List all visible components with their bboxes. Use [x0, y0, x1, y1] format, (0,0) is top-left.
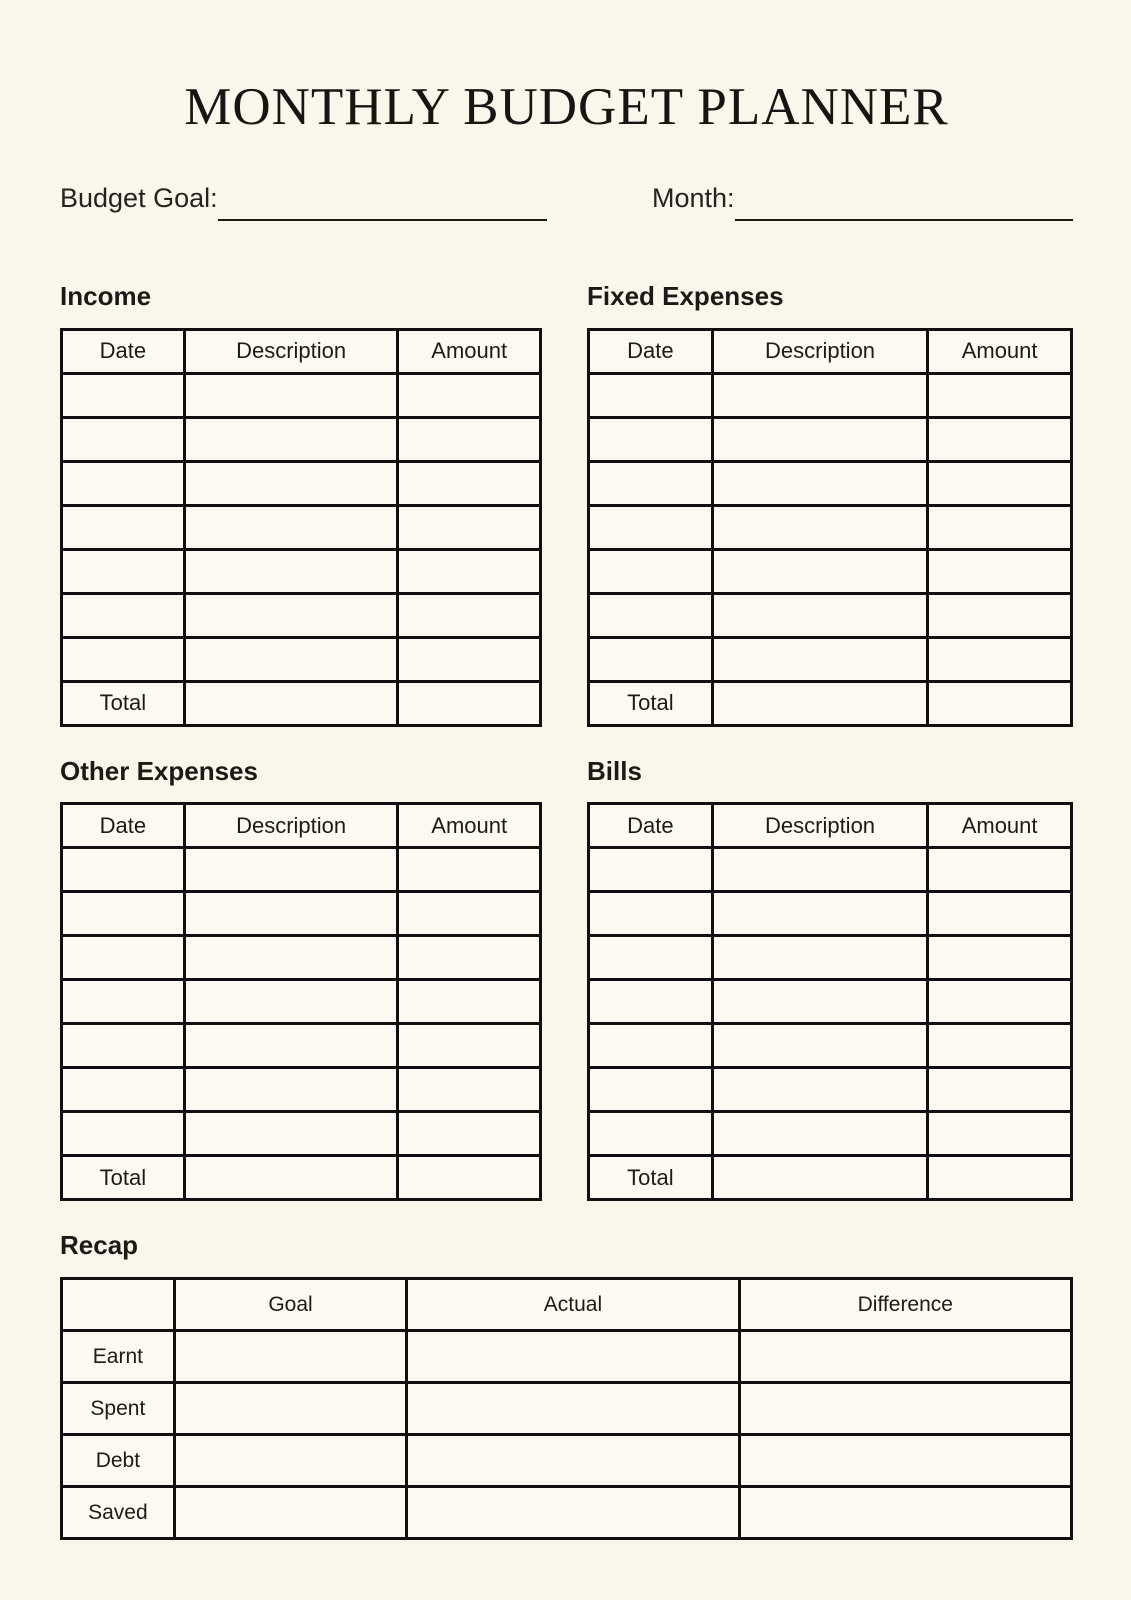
fixed-expenses-title: Fixed Expenses	[587, 281, 784, 312]
date-column-header: Date	[62, 329, 185, 373]
total-amount-cell[interactable]	[928, 1156, 1072, 1200]
ledger-empty-cell[interactable]	[398, 417, 541, 461]
ledger-empty-cell[interactable]	[184, 980, 398, 1024]
total-label: Total	[62, 1156, 185, 1200]
recap-row-debt	[62, 1435, 1072, 1487]
income-section	[60, 282, 542, 727]
date-column-header: Date	[589, 804, 713, 848]
ledger-empty-cell[interactable]	[184, 848, 398, 892]
income-title: Income	[60, 281, 152, 312]
ledger-empty-cell[interactable]	[712, 1068, 927, 1112]
recap-row-saved	[62, 1487, 1072, 1539]
ledger-empty-cell[interactable]	[398, 637, 541, 681]
total-row	[62, 1156, 541, 1200]
ledger-empty-cell[interactable]	[712, 892, 927, 936]
bills-section	[587, 757, 1073, 1202]
ledger-empty-cell[interactable]	[589, 373, 713, 417]
total-description-cell[interactable]	[712, 1156, 927, 1200]
ledger-empty-row	[62, 848, 541, 892]
ledger-empty-cell[interactable]	[398, 936, 541, 980]
ledger-empty-cell[interactable]	[589, 892, 713, 936]
ledger-empty-cell[interactable]	[928, 980, 1072, 1024]
spent-difference-cell[interactable]	[739, 1383, 1071, 1435]
ledger-empty-cell[interactable]	[712, 373, 927, 417]
ledger-empty-cell[interactable]	[928, 892, 1072, 936]
ledger-empty-cell[interactable]	[928, 593, 1072, 637]
ledger-empty-cell[interactable]	[928, 549, 1072, 593]
ledger-empty-row	[589, 549, 1072, 593]
ledger-empty-cell[interactable]	[712, 637, 927, 681]
ledger-empty-row	[62, 505, 541, 549]
recap-title: Recap	[60, 1230, 139, 1261]
ledger-empty-cell[interactable]	[928, 417, 1072, 461]
saved-goal-cell[interactable]	[174, 1487, 407, 1539]
header-fields	[60, 176, 1073, 222]
ledger-empty-row	[589, 1112, 1072, 1156]
ledger-header-row	[62, 804, 541, 848]
ledger-empty-cell[interactable]	[712, 593, 927, 637]
ledger-empty-cell[interactable]	[62, 1024, 185, 1068]
month-blank[interactable]	[735, 219, 1073, 221]
ledger-empty-row	[589, 373, 1072, 417]
ledger-empty-cell[interactable]	[928, 505, 1072, 549]
ledger-empty-row	[62, 417, 541, 461]
ledger-empty-cell[interactable]	[712, 1112, 927, 1156]
ledger-empty-cell[interactable]	[712, 936, 927, 980]
ledger-empty-cell[interactable]	[184, 417, 398, 461]
ledger-empty-cell[interactable]	[589, 417, 713, 461]
ledger-empty-cell[interactable]	[398, 980, 541, 1024]
debt-row-label: Debt	[62, 1435, 175, 1487]
total-row	[589, 1156, 1072, 1200]
ledger-empty-cell[interactable]	[62, 593, 185, 637]
ledger-empty-row	[589, 892, 1072, 936]
ledger-empty-cell[interactable]	[928, 1024, 1072, 1068]
ledger-empty-row	[62, 980, 541, 1024]
total-row	[62, 681, 541, 725]
spent-goal-cell[interactable]	[174, 1383, 407, 1435]
ledger-empty-cell[interactable]	[184, 593, 398, 637]
income-table	[60, 328, 542, 727]
ledger-empty-cell[interactable]	[62, 1112, 185, 1156]
total-description-cell[interactable]	[712, 681, 927, 725]
ledger-header-row	[589, 329, 1072, 373]
fixed-expenses-table	[587, 328, 1073, 727]
description-column-header: Description	[184, 329, 398, 373]
ledger-empty-row	[62, 461, 541, 505]
ledger-empty-cell[interactable]	[589, 848, 713, 892]
ledger-empty-cell[interactable]	[589, 936, 713, 980]
other-expenses-title: Other Expenses	[60, 755, 258, 786]
ledger-empty-cell[interactable]	[62, 980, 185, 1024]
total-label: Total	[589, 1156, 713, 1200]
ledger-empty-cell[interactable]	[712, 461, 927, 505]
ledger-empty-cell[interactable]	[62, 1068, 185, 1112]
ledger-empty-cell[interactable]	[398, 892, 541, 936]
ledger-empty-cell[interactable]	[589, 980, 713, 1024]
budget-goal-label: Budget Goal:	[60, 182, 218, 213]
ledger-empty-cell[interactable]	[398, 593, 541, 637]
ledger-empty-cell[interactable]	[589, 593, 713, 637]
ledger-empty-row	[62, 1068, 541, 1112]
earnt-actual-cell[interactable]	[407, 1331, 739, 1383]
saved-actual-cell[interactable]	[407, 1487, 739, 1539]
ledger-empty-cell[interactable]	[398, 1112, 541, 1156]
earnt-difference-cell[interactable]	[739, 1331, 1071, 1383]
ledger-empty-cell[interactable]	[589, 1024, 713, 1068]
ledger-empty-cell[interactable]	[589, 1112, 713, 1156]
ledger-empty-cell[interactable]	[589, 549, 713, 593]
ledger-empty-cell[interactable]	[712, 1024, 927, 1068]
ledger-empty-cell[interactable]	[184, 549, 398, 593]
ledger-empty-cell[interactable]	[928, 637, 1072, 681]
ledger-empty-cell[interactable]	[398, 373, 541, 417]
ledger-empty-cell[interactable]	[928, 373, 1072, 417]
ledger-empty-row	[62, 936, 541, 980]
ledger-empty-cell[interactable]	[184, 936, 398, 980]
ledger-empty-cell[interactable]	[928, 1068, 1072, 1112]
recap-section	[60, 1231, 1073, 1540]
ledger-empty-cell[interactable]	[184, 637, 398, 681]
ledger-empty-cell[interactable]	[184, 461, 398, 505]
month-label: Month:	[652, 182, 735, 213]
ledger-header-row	[589, 804, 1072, 848]
earnt-row-label: Earnt	[62, 1331, 175, 1383]
ledger-empty-row	[62, 373, 541, 417]
ledger-empty-row	[62, 1024, 541, 1068]
ledger-empty-cell[interactable]	[184, 505, 398, 549]
ledger-empty-cell[interactable]	[62, 461, 185, 505]
page-title: MONTHLY BUDGET PLANNER	[184, 78, 949, 136]
total-label: Total	[62, 681, 185, 725]
ledger-sections-grid	[60, 282, 1073, 1201]
ledger-empty-cell[interactable]	[62, 892, 185, 936]
ledger-empty-row	[589, 417, 1072, 461]
ledger-empty-cell[interactable]	[398, 1068, 541, 1112]
amount-column-header: Amount	[398, 329, 541, 373]
ledger-empty-cell[interactable]	[398, 1024, 541, 1068]
ledger-empty-cell[interactable]	[184, 892, 398, 936]
ledger-empty-cell[interactable]	[928, 936, 1072, 980]
ledger-empty-row	[589, 980, 1072, 1024]
total-label: Total	[589, 681, 713, 725]
ledger-empty-row	[62, 549, 541, 593]
total-description-cell[interactable]	[184, 681, 398, 725]
ledger-empty-cell[interactable]	[184, 373, 398, 417]
ledger-empty-cell[interactable]	[184, 1112, 398, 1156]
ledger-empty-row	[589, 505, 1072, 549]
total-row	[589, 681, 1072, 725]
ledger-empty-row	[589, 1024, 1072, 1068]
ledger-empty-row	[589, 848, 1072, 892]
recap-header-row	[62, 1279, 1072, 1331]
ledger-empty-cell[interactable]	[398, 549, 541, 593]
ledger-empty-cell[interactable]	[398, 461, 541, 505]
date-column-header: Date	[62, 804, 185, 848]
date-column-header: Date	[589, 329, 713, 373]
bills-table	[587, 802, 1073, 1201]
total-description-cell[interactable]	[184, 1156, 398, 1200]
ledger-empty-row	[62, 637, 541, 681]
saved-difference-cell[interactable]	[739, 1487, 1071, 1539]
total-amount-cell[interactable]	[398, 681, 541, 725]
ledger-empty-row	[589, 637, 1072, 681]
ledger-empty-row	[62, 593, 541, 637]
difference-column-header: Difference	[739, 1279, 1071, 1331]
ledger-empty-row	[589, 936, 1072, 980]
fixed-expenses-section	[587, 282, 1073, 727]
ledger-empty-cell[interactable]	[398, 505, 541, 549]
saved-row-label: Saved	[62, 1487, 175, 1539]
month-field	[652, 176, 1073, 222]
ledger-empty-cell[interactable]	[184, 1068, 398, 1112]
ledger-empty-cell[interactable]	[712, 980, 927, 1024]
recap-row-spent	[62, 1383, 1072, 1435]
description-column-header: Description	[712, 329, 927, 373]
ledger-empty-cell[interactable]	[62, 637, 185, 681]
ledger-empty-cell[interactable]	[62, 936, 185, 980]
recap-table	[60, 1277, 1073, 1540]
ledger-empty-cell[interactable]	[712, 549, 927, 593]
ledger-empty-cell[interactable]	[589, 461, 713, 505]
ledger-empty-cell[interactable]	[589, 1068, 713, 1112]
ledger-empty-cell[interactable]	[928, 848, 1072, 892]
ledger-empty-row	[62, 1112, 541, 1156]
other-expenses-table	[60, 802, 542, 1201]
ledger-empty-cell[interactable]	[62, 373, 185, 417]
ledger-empty-cell[interactable]	[589, 637, 713, 681]
spent-row-label: Spent	[62, 1383, 175, 1435]
debt-actual-cell[interactable]	[407, 1435, 739, 1487]
ledger-header-row	[62, 329, 541, 373]
debt-difference-cell[interactable]	[739, 1435, 1071, 1487]
spent-actual-cell[interactable]	[407, 1383, 739, 1435]
total-amount-cell[interactable]	[398, 1156, 541, 1200]
ledger-empty-cell[interactable]	[62, 549, 185, 593]
ledger-empty-cell[interactable]	[62, 505, 185, 549]
description-column-header: Description	[184, 804, 398, 848]
ledger-empty-row	[62, 892, 541, 936]
ledger-empty-cell[interactable]	[184, 1024, 398, 1068]
bills-title: Bills	[587, 755, 642, 786]
budget-goal-blank[interactable]	[218, 219, 547, 221]
ledger-empty-cell[interactable]	[712, 505, 927, 549]
ledger-empty-cell[interactable]	[62, 848, 185, 892]
earnt-goal-cell[interactable]	[174, 1331, 407, 1383]
ledger-empty-cell[interactable]	[928, 1112, 1072, 1156]
amount-column-header: Amount	[398, 804, 541, 848]
ledger-empty-row	[589, 461, 1072, 505]
ledger-empty-cell[interactable]	[712, 417, 927, 461]
budget-goal-field	[60, 176, 547, 222]
ledger-empty-cell[interactable]	[589, 505, 713, 549]
other-expenses-section	[60, 757, 542, 1202]
recap-corner-cell	[62, 1279, 175, 1331]
amount-column-header: Amount	[928, 804, 1072, 848]
actual-column-header: Actual	[407, 1279, 739, 1331]
ledger-empty-cell[interactable]	[62, 417, 185, 461]
total-amount-cell[interactable]	[928, 681, 1072, 725]
debt-goal-cell[interactable]	[174, 1435, 407, 1487]
ledger-empty-row	[589, 1068, 1072, 1112]
description-column-header: Description	[712, 804, 927, 848]
ledger-empty-cell[interactable]	[712, 848, 927, 892]
ledger-empty-row	[589, 593, 1072, 637]
ledger-empty-cell[interactable]	[398, 848, 541, 892]
recap-row-earnt	[62, 1331, 1072, 1383]
amount-column-header: Amount	[928, 329, 1072, 373]
ledger-empty-cell[interactable]	[928, 461, 1072, 505]
goal-column-header: Goal	[174, 1279, 407, 1331]
